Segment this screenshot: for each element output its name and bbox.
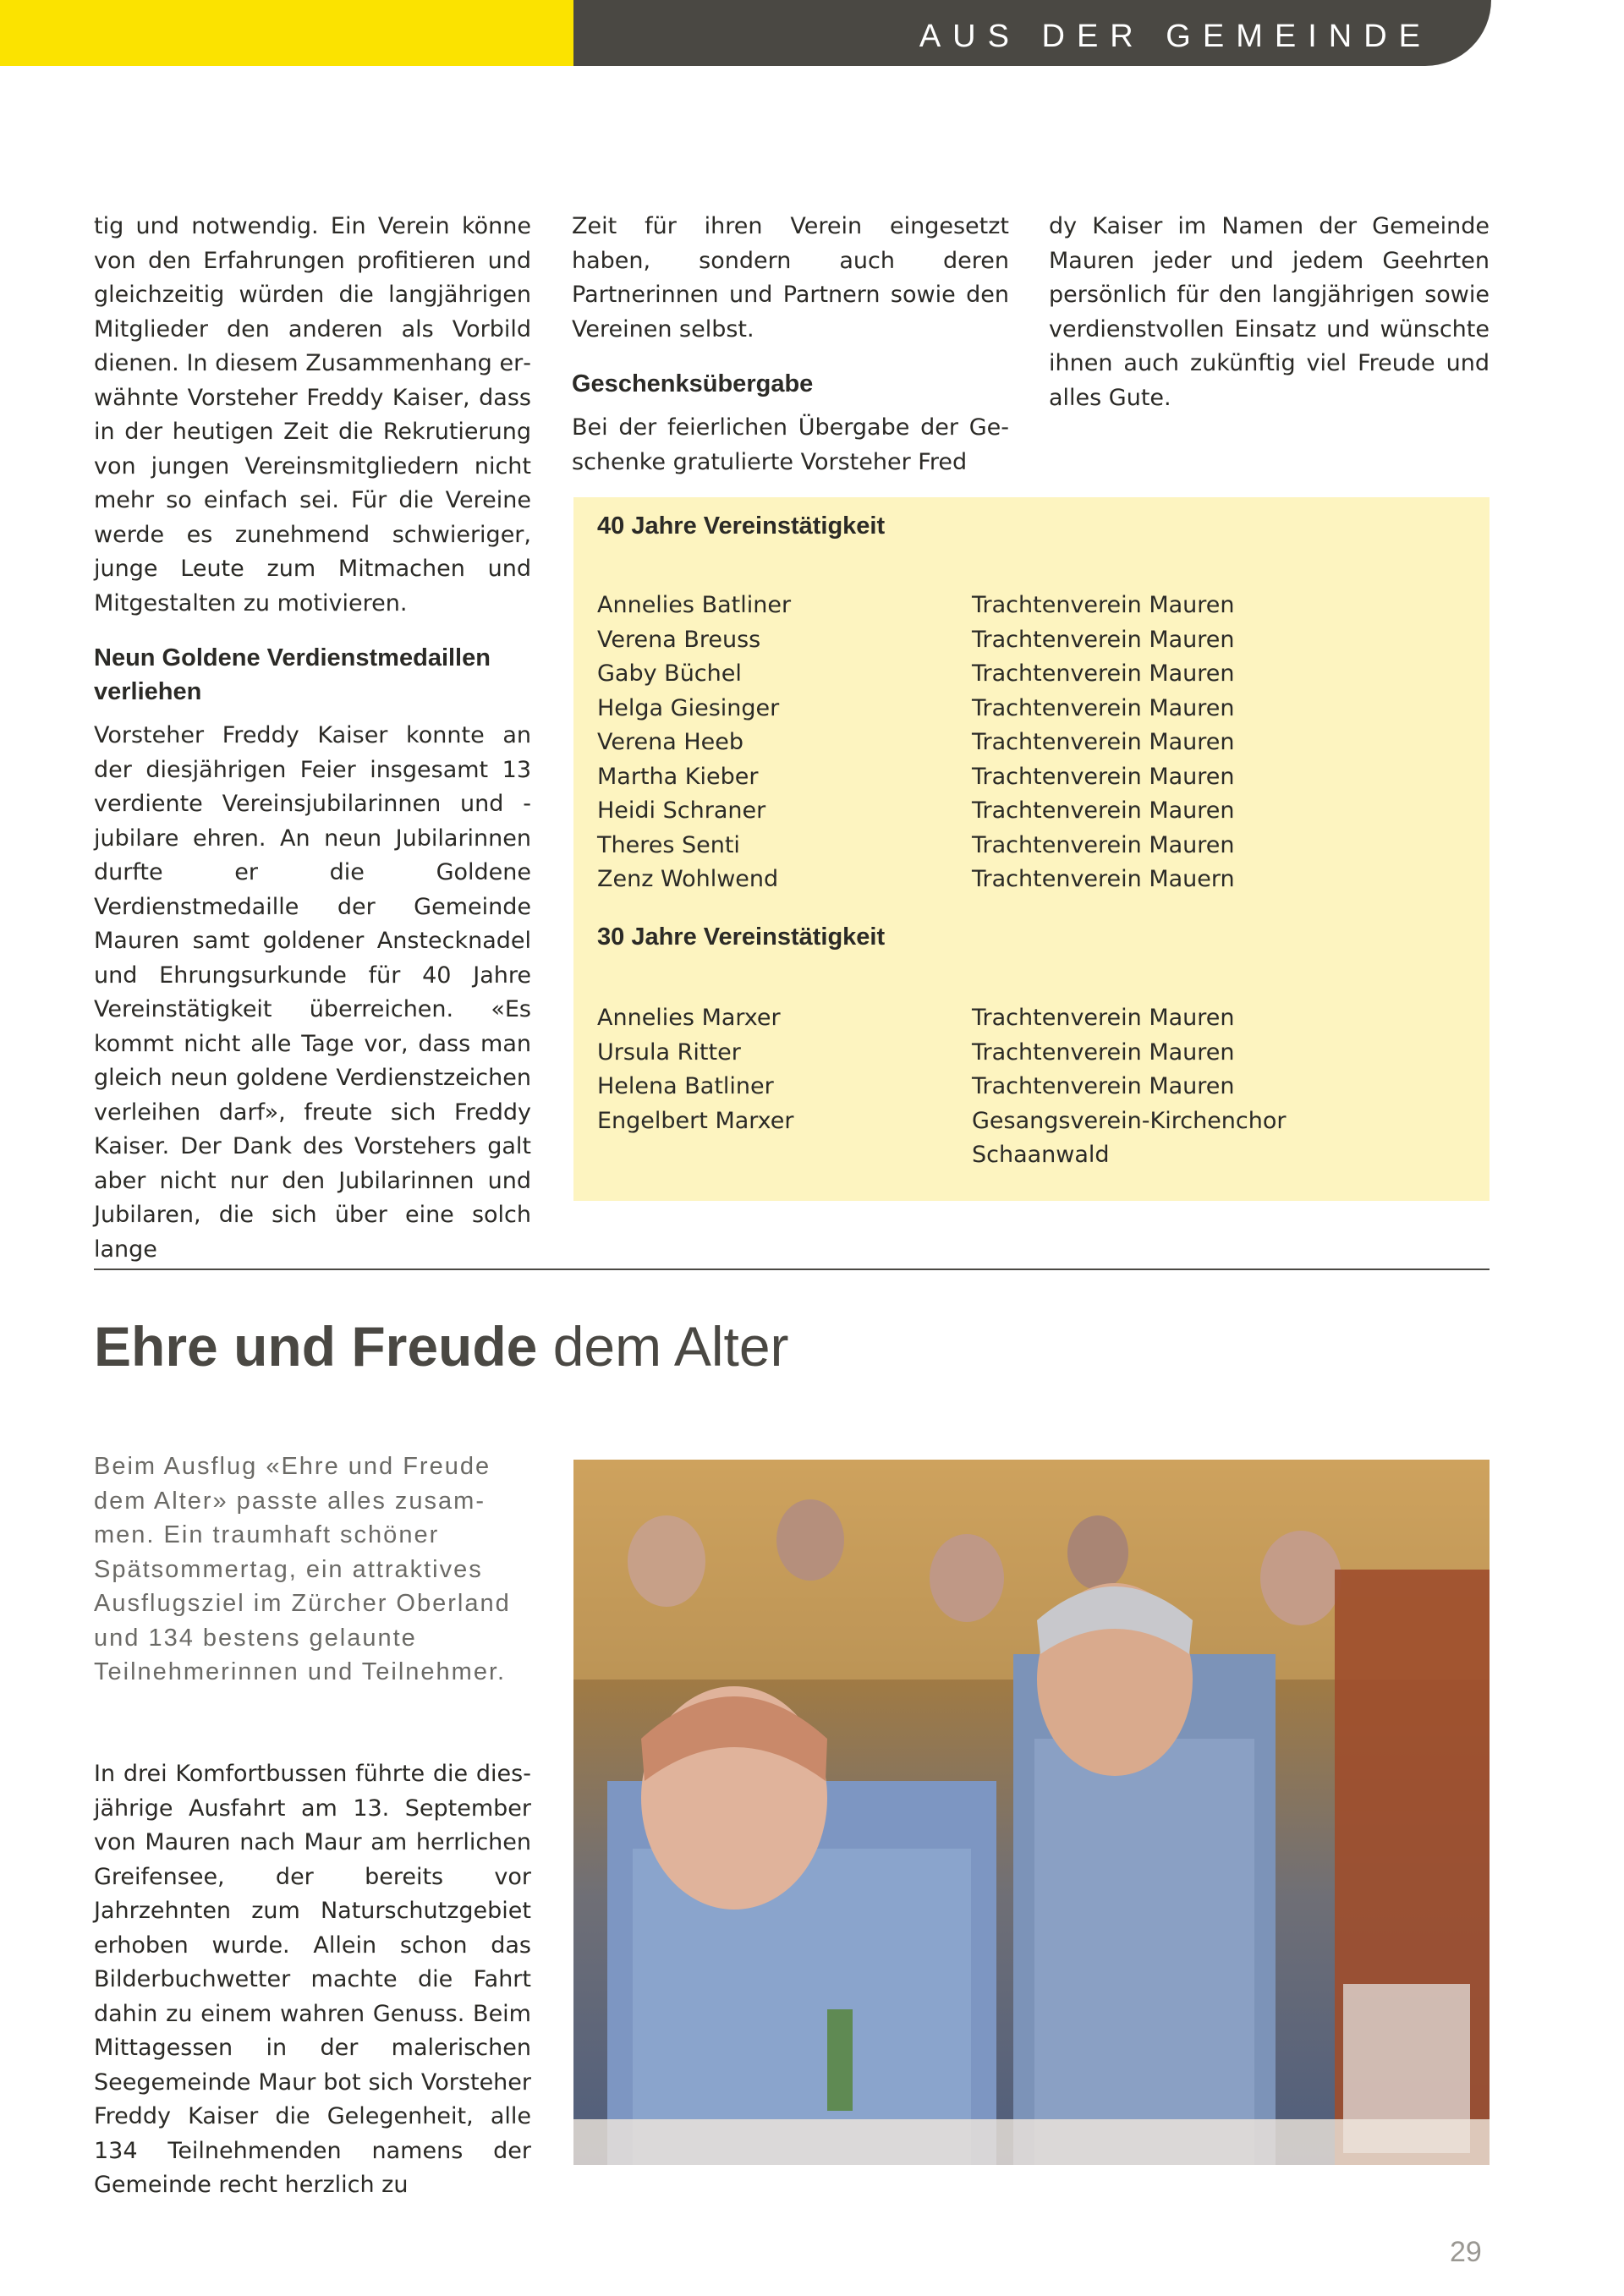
honoree-club: Schaanwald (972, 1142, 1110, 1168)
honoree-name: Ursula Ritter (597, 1038, 741, 1066)
honoree-name: Martha Kieber (597, 763, 759, 790)
honoree-name: Helga Giesinger (597, 694, 780, 721)
honors-row (597, 1001, 1477, 1036)
section-title: AUS DER GEMEINDE (919, 19, 1432, 54)
paragraph: dy Kaiser im Namen der Gemeinde Mauren jeder und jedem Geehrten persönlich für den langjährigen sowie verdienstvollen Einsatz und wünschte ihnen auch zukünftig viel Freude und alles Gute. (1049, 213, 1490, 411)
honors-row (597, 760, 1477, 795)
page-number: 29 (1450, 2236, 1482, 2268)
photo-illustration (573, 1460, 1490, 2165)
honors-row (597, 589, 1477, 623)
honors-row (597, 1138, 1477, 1173)
honoree-name: Annelies Batliner (597, 592, 792, 618)
honoree-club: Trachtenverein Mauren (972, 797, 1235, 824)
paragraph: In drei Komfortbussen führte die diesjährige Ausfahrt am 13. September von Mauren nach Maur am herrlichen Greifensee, der bereits vor Jahrzehnten zum Naturschutzgebiet erhoben wurde. Allein schon das Bilderbuchwetter machte die Fahrt dahin zu einem wahren Genuss. Beim Mittagessen in der malerischen Seegemeinde Maur bot sich Vorsteher Freddy Kaiser die Gelegenheit, alle 134 Teilnehmenden namens der Gemeinde recht herzlich zu (94, 1761, 531, 2198)
honors-heading-30: 30 Jahre Vereinstätigkeit (597, 923, 886, 951)
subheading: Geschenksübergabe (572, 370, 814, 397)
honoree-name: Annelies Marxer (597, 1005, 781, 1031)
honoree-name (597, 1138, 972, 1173)
paragraph: tig und notwendig. Ein Verein könne von den Erfahrungen profitieren und gleichzeitig würden die langjährigen Mitglieder den anderen als Vorbild dienen. In diesem Zusammenhang erwähnte Vorsteher Freddy Kaiser, dass in der heutigen Zeit die Rekrutierung von jungen Vereinsmitgliedern nicht mehr so einfach sei. Für die Vereine werde es zunehmend schwieriger, junge Leute zum Mitmachen und Mitgestalten zu motivieren. (94, 213, 531, 616)
header-accent-bar (0, 0, 573, 66)
honors-row (597, 726, 1477, 760)
honors-row (597, 863, 1477, 897)
honors-list-40 (597, 589, 1477, 897)
honoree-name: Zenz Wohlwend (597, 866, 779, 892)
paragraph: Vorsteher Freddy Kaiser konnte an der diesjährigen Feier insgesamt 13 verdiente Vereinsjubilarinnen und -jubilare ehren. An neun Jubilarinnen durfte er die Goldene Verdienstmedaille der Gemeinde Mauren samt goldener Anstecknadel und Ehrungsurkunde für 40 Jahre Vereinstätigkeit überreichen. «Es kommt nicht alle Tage vor, dass man gleich neun goldene Verdienstzeichen verleihen darf», freute sich Freddy Kaiser. Der Dank des Vorstehers galt aber nicht nur den Jubilarinnen und Jubilaren, die sich über eine solch lange (94, 722, 531, 1263)
honoree-club: Trachtenverein Mauren (972, 763, 1235, 790)
text-column-1 (94, 210, 531, 1287)
honoree-name: Theres Senti (597, 831, 740, 858)
honoree-club: Trachtenverein Mauren (972, 831, 1235, 858)
article-headline (94, 1314, 789, 1378)
honors-row (597, 1070, 1477, 1104)
honors-list-30 (597, 1001, 1477, 1173)
honoree-name: Helena Batliner (597, 1073, 774, 1099)
text-column-3 (1049, 210, 1490, 436)
honors-heading-40: 40 Jahre Vereinstätigkeit (597, 512, 886, 540)
honoree-name: Gaby Büchel (597, 660, 742, 687)
header-bar (573, 0, 1491, 66)
honoree-club: Trachtenverein Mauren (972, 1073, 1235, 1099)
honors-row (597, 692, 1477, 726)
honors-row (597, 1104, 1477, 1139)
honoree-club: Trachtenverein Mauren (972, 729, 1235, 755)
honors-row (597, 623, 1477, 658)
honoree-club: Trachtenverein Mauren (972, 592, 1235, 618)
honors-row (597, 1036, 1477, 1071)
article-body-column (94, 1757, 531, 2223)
event-photo (573, 1460, 1490, 2165)
honors-row (597, 794, 1477, 829)
honoree-club: Trachtenverein Mauren (972, 626, 1235, 653)
headline-light: dem Alter (537, 1315, 789, 1378)
honoree-name: Verena Heeb (597, 729, 744, 755)
honoree-club: Trachtenverein Mauren (972, 1005, 1235, 1031)
honoree-club: Trachtenverein Mauern (972, 866, 1235, 892)
headline-bold: Ehre und Freude (94, 1315, 538, 1378)
honoree-name: Heidi Schraner (597, 797, 766, 824)
honoree-club: Trachtenverein Mauren (972, 660, 1235, 687)
honoree-name: Verena Breuss (597, 626, 761, 653)
article-intro: Beim Ausflug «Ehre und Freude dem Alter» passte alles zusammen. Ein traumhaft schöner Spätsommertag, ein attraktives Ausflugsziel im Zürcher Oberland und 134 bestens gelaunte Teilnehmerinnen und Teilnehmer. (94, 1453, 511, 1685)
text-column-2 (572, 210, 1009, 500)
honoree-club: Gesangsverein-Kirchenchor (972, 1107, 1287, 1134)
honors-row (597, 829, 1477, 863)
honors-row (597, 657, 1477, 692)
honoree-name: Engelbert Marxer (597, 1107, 794, 1134)
honors-box (573, 497, 1490, 1201)
paragraph: Bei der feierlichen Übergabe der Geschenke gratulierte Vorsteher Fred (572, 414, 1009, 475)
paragraph: Zeit für ihren Verein eingesetzt haben, sondern auch deren Partnerinnen und Partnern sowie den Vereinen selbst. (572, 213, 1009, 342)
honoree-club: Trachtenverein Mauren (972, 1038, 1235, 1066)
section-divider (94, 1269, 1490, 1270)
honoree-club: Trachtenverein Mauren (972, 694, 1235, 721)
subheading: Neun Goldene Verdienstmedaillen verliehen (94, 644, 491, 705)
